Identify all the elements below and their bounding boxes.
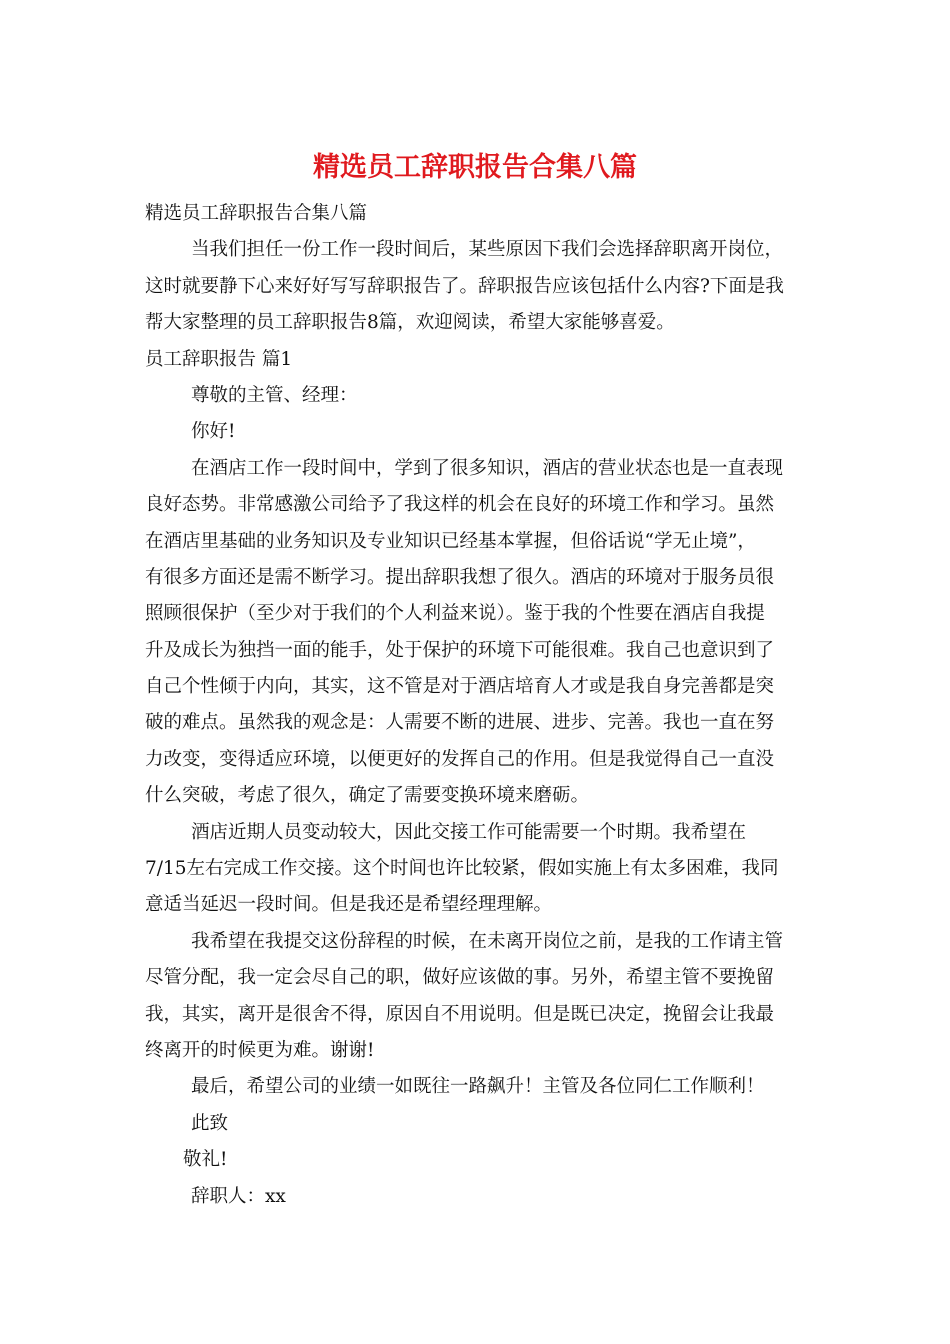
paragraph-line: 破的难点。虽然我的观念是：人需要不断的进展、进步、完善。我也一直在努 — [145, 712, 775, 734]
paragraph-line: 终离开的时候更为难。谢谢! — [145, 1039, 375, 1061]
paragraph-line: 良好态势。非常感激公司给予了我这样的机会在良好的环境工作和学习。虽然 — [145, 494, 775, 516]
closing-line: 此致 — [191, 1112, 229, 1134]
paragraph-line: 在酒店工作一段时间中，学到了很多知识，酒店的营业状态也是一直表现 — [191, 457, 784, 479]
greeting-line: 你好! — [191, 421, 236, 443]
section-heading: 员工辞职报告 篇1 — [145, 348, 293, 370]
document-title: 精选员工辞职报告合集八篇 — [313, 152, 637, 183]
closing-line: 最后，希望公司的业绩一如既往一路飙升！主管及各位同仁工作顺利！ — [191, 1076, 765, 1098]
paragraph-line: 我希望在我提交这份辞程的时候，在未离开岗位之前，是我的工作请主管 — [191, 930, 784, 952]
document-body — [145, 196, 810, 1215]
paragraph-line: 什么突破，考虑了很久，确定了需要变换环境来磨砺。 — [145, 785, 590, 807]
closing-line: 敬礼! — [183, 1149, 228, 1171]
intro-line: 这时就要静下心来好好写写辞职报告了。辞职报告应该包括什么内容?下面是我 — [145, 275, 784, 297]
paragraph-line: 有很多方面还是需不断学习。提出辞职我想了很久。酒店的环境对于服务员很 — [145, 566, 775, 588]
paragraph-line: 酒店近期人员变动较大，因此交接工作可能需要一个时期。我希望在 — [191, 821, 747, 843]
subtitle-line: 精选员工辞职报告合集八篇 — [145, 203, 368, 224]
intro-line: 当我们担任一份工作一段时间后，某些原因下我们会选择辞职离开岗位， — [191, 239, 784, 261]
paragraph-line: 我，其实，离开是很舍不得，原因自不用说明。但是既已决定，挽留会让我最 — [145, 1003, 775, 1025]
paragraph-line: 自己个性倾于内向，其实，这不管是对于酒店培育人才或是我自身完善都是突 — [145, 676, 775, 698]
paragraph-line: 意适当延迟一段时间。但是我还是希望经理理解。 — [145, 894, 553, 916]
paragraph-line: 在酒店里基础的业务知识及专业知识已经基本掌握，但俗话说“学无止境”， — [145, 530, 756, 552]
salutation-line: 尊敬的主管、经理： — [191, 384, 358, 406]
paragraph-line: 尽管分配，我一定会尽自己的职，做好应该做的事。另外，希望主管不要挽留 — [145, 967, 775, 989]
signature-line: 辞职人：xx — [191, 1185, 286, 1207]
paragraph-line: 升及成长为独挡一面的能手，处于保护的环境下可能很难。我自己也意识到了 — [145, 639, 775, 661]
paragraph-line: 7/15左右完成工作交接。这个时间也许比较紧，假如实施上有太多困难，我同 — [145, 858, 779, 880]
paragraph-line: 力改变，变得适应环境，以便更好的发挥自己的作用。但是我觉得自己一直没 — [145, 748, 775, 770]
intro-line: 帮大家整理的员工辞职报告8篇，欢迎阅读，希望大家能够喜爱。 — [145, 312, 675, 334]
paragraph-line: 照顾很保护（至少对于我们的个人利益来说）。鉴于我的个性要在酒店自我提 — [145, 603, 765, 625]
